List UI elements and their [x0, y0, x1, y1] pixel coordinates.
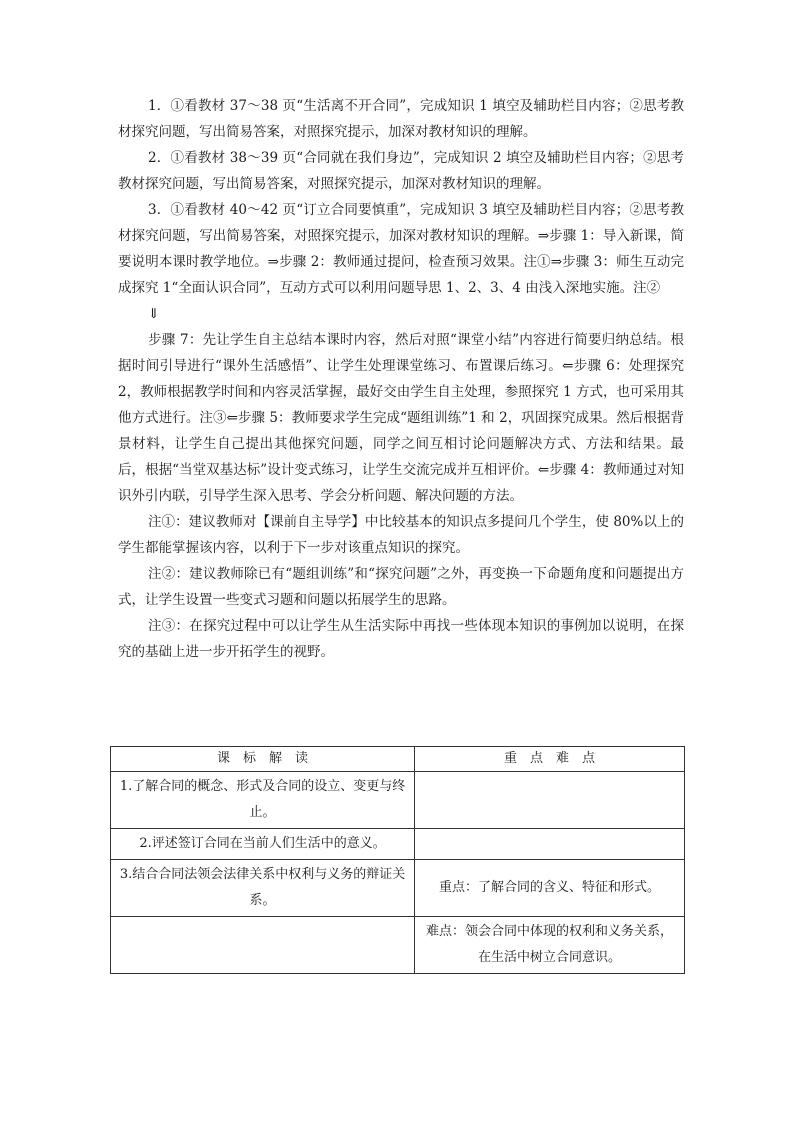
table-cell-left: 1.了解合同的概念、形式及合同的设立、变更与终止。: [111, 772, 415, 829]
down-arrow-icon: ⇓: [148, 306, 160, 322]
note-3: 注③：在探究过程中可以让学生从生活实际中再找一些体现本知识的事例加以说明，在探究的基础上进一步开拓学生的视野。: [118, 618, 684, 660]
paragraph-2: 2．①看教材 38～39 页“合同就在我们身边”，完成知识 2 填空及辅助栏目内容；②思考教材探究问题，写出简易答案，对照探究提示，加深对教材知识的理解。: [118, 150, 684, 192]
table-cell-right: [415, 772, 685, 829]
paragraph-1: 1．①看教材 37～38 页“生活离不开合同”，完成知识 1 填空及辅助栏目内容；②思考教材探究问题，写出简易答案，对照探究提示，加深对教材知识的理解。: [118, 98, 684, 140]
curriculum-table: [110, 746, 685, 974]
table-cell-right: [415, 829, 685, 860]
table-cell-left: 2.评述签订合同在当前人们生活中的意义。: [111, 829, 415, 860]
table-row: [111, 860, 685, 917]
note-2: 注②：建议教师除已有“题组训练”和“探究问题”之外，再变换一下命题角度和问题提出方式，让学生设置一些变式习题和问题以拓展学生的思路。: [118, 566, 684, 608]
table-header-row: [111, 747, 685, 772]
document-body: [118, 93, 684, 665]
table-row: [111, 772, 685, 829]
table-cell-left: 3.结合合同法领会法律关系中权利与义务的辩证关系。: [111, 860, 415, 917]
table-cell-right: 重点：了解合同的含义、特征和形式。: [415, 860, 685, 917]
table-row: [111, 829, 685, 860]
table-cell-right: 难点：领会合同中体现的权利和义务关系，在生活中树立合同意识。: [415, 917, 685, 974]
note-1: 注①：建议教师对【课前自主导学】中比较基本的知识点多提问几个学生，使 80%以上的学生都能掌握该内容，以利于下一步对该重点知识的探究。: [118, 514, 684, 556]
header-curriculum: 课 标 解 读: [111, 747, 415, 772]
table-cell-left: [111, 917, 415, 974]
header-key-points: 重 点 难 点: [415, 747, 685, 772]
table-row: [111, 917, 685, 974]
steps-paragraph: 步骤 7：先让学生自主总结本课时内容，然后对照“课堂小结”内容进行简要归纳总结。根据时间引导进行“课外生活感悟”、让学生处理课堂练习、布置课后练习。⇐步骤 6：处理探究 2，教师根据教学时间和内容灵活掌握，最好交由学生自主处理，参照探究 1 方式，也可采用其他方式进行。注③⇐步骤 5：教师要求学生完成“题组训练”1 和 2，巩固探究成果。然后根据背景材料，让学生自己提出其他探究问题，同学之间互相讨论问题解决方式、方法和结果。最后，根据“当堂双基达标”设计变式练习，让学生交流完成并互相评价。⇐步骤 4：教师通过对知识外引内联，引导学生深入思考、学会分析问题、解决问题的方法。: [118, 332, 684, 504]
paragraph-3: 3．①看教材 40～42 页“订立合同要慎重”，完成知识 3 填空及辅助栏目内容；②思考教材探究问题，写出简易答案，对照探究提示，加深对教材知识的理解。⇒步骤 1：导入新课，简要说明本课时教学地位。⇒步骤 2：教师通过提问，检查预习效果。注①⇒步骤 3：师生互动完成探究 1“全面认识合同”，互动方式可以利用问题导思 1、2、3、4 由浅入深地实施。注②: [118, 202, 684, 296]
